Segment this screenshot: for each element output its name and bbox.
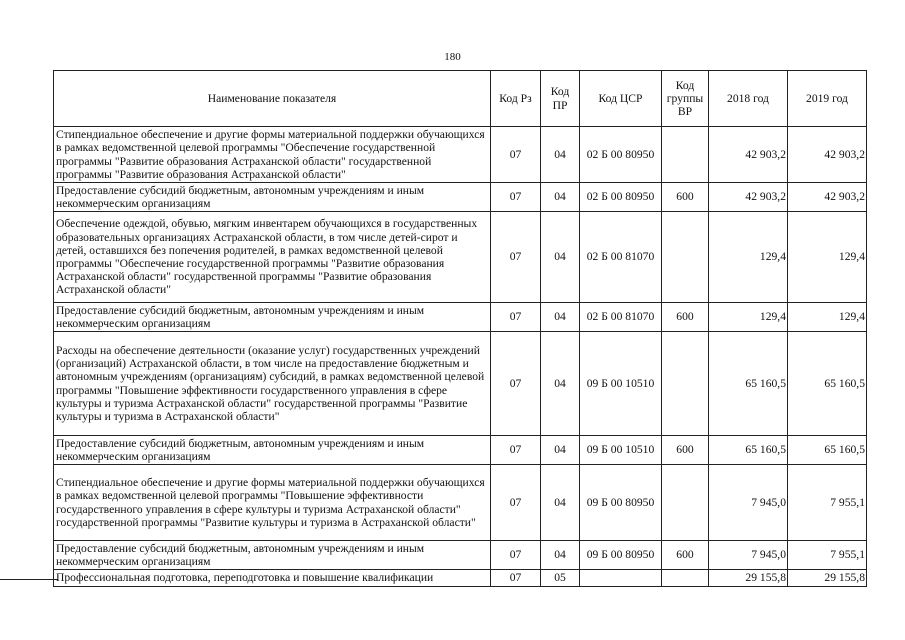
header-2019: 2019 год xyxy=(788,71,867,127)
table-row xyxy=(54,332,867,436)
row-vr: 600 xyxy=(662,541,709,570)
margin-line xyxy=(0,579,58,580)
table-header-row xyxy=(54,71,867,127)
row-vr: 600 xyxy=(662,303,709,332)
table-row xyxy=(54,570,867,587)
row-2018: 129,4 xyxy=(709,212,788,303)
table-row xyxy=(54,541,867,570)
row-pr: 04 xyxy=(541,303,580,332)
row-2018: 129,4 xyxy=(709,303,788,332)
row-rz: 07 xyxy=(491,541,541,570)
row-rz: 07 xyxy=(491,465,541,541)
row-pr: 04 xyxy=(541,212,580,303)
row-pr: 04 xyxy=(541,332,580,436)
row-csr: 02 Б 00 80950 xyxy=(580,183,662,212)
table-row xyxy=(54,303,867,332)
header-rz: Код Рз xyxy=(491,71,541,127)
header-vr: Код группы ВР xyxy=(662,71,709,127)
row-name: Предоставление субсидий бюджетным, автономным учреждениям и иным некоммерческим организациям xyxy=(54,436,491,465)
row-csr: 09 Б 00 10510 xyxy=(580,332,662,436)
row-pr: 04 xyxy=(541,541,580,570)
row-vr xyxy=(662,570,709,587)
row-2018: 42 903,2 xyxy=(709,183,788,212)
row-2018: 65 160,5 xyxy=(709,332,788,436)
table-row xyxy=(54,212,867,303)
header-2018: 2018 год xyxy=(709,71,788,127)
header-name: Наименование показателя xyxy=(54,71,491,127)
row-2019: 42 903,2 xyxy=(788,127,867,183)
row-vr xyxy=(662,127,709,183)
row-name: Профессиональная подготовка, переподготовка и повышение квалификации xyxy=(54,570,491,587)
row-csr: 02 Б 00 80950 xyxy=(580,127,662,183)
header-pr: Код ПР xyxy=(541,71,580,127)
row-2018: 7 945,0 xyxy=(709,541,788,570)
row-2019: 42 903,2 xyxy=(788,183,867,212)
row-2019: 129,4 xyxy=(788,303,867,332)
row-name: Обеспечение одеждой, обувью, мягким инвентарем обучающихся в государственных образовательных организациях Астраханской области, в том числе детей-сирот и детей, оставшихся без попечения родителей, в рамках ведомственной целевой программы "Обеспечение государственной программы "Развитие образования Астраханской области" государственной программы "Развитие образования Астраханской области" xyxy=(54,212,491,303)
row-2019: 7 955,1 xyxy=(788,541,867,570)
budget-table xyxy=(53,70,867,587)
row-name: Расходы на обеспечение деятельности (оказание услуг) государственных учреждений (организаций) Астраханской области, в том числе на предоставление бюджетным и автономным учреждениям (организациям) субсидий, в рамках ведомственной целевой программы "Повышение эффективности государственного управления в сфере культуры и туризма Астраханской области" государственной программы "Развитие культуры и туризма в Астраханской области" xyxy=(54,332,491,436)
row-2018: 42 903,2 xyxy=(709,127,788,183)
row-name: Предоставление субсидий бюджетным, автономным учреждениям и иным некоммерческим организациям xyxy=(54,541,491,570)
row-rz: 07 xyxy=(491,212,541,303)
table-row xyxy=(54,465,867,541)
row-csr xyxy=(580,570,662,587)
row-csr: 02 Б 00 81070 xyxy=(580,212,662,303)
row-rz: 07 xyxy=(491,332,541,436)
row-rz: 07 xyxy=(491,436,541,465)
row-csr: 09 Б 00 10510 xyxy=(580,436,662,465)
row-vr: 600 xyxy=(662,436,709,465)
row-2019: 7 955,1 xyxy=(788,465,867,541)
table-row xyxy=(54,127,867,183)
row-rz: 07 xyxy=(491,570,541,587)
row-pr: 04 xyxy=(541,436,580,465)
row-vr xyxy=(662,465,709,541)
row-2018: 65 160,5 xyxy=(709,436,788,465)
row-csr: 09 Б 00 80950 xyxy=(580,541,662,570)
row-2018: 7 945,0 xyxy=(709,465,788,541)
row-name: Стипендиальное обеспечение и другие формы материальной поддержки обучающихся в рамках ведомственной целевой программы "Повышение эффективности государственного управления в сфере культуры и туризма Астраханской области" государственной программы "Развитие культуры и туризма в Астраханской области" xyxy=(54,465,491,541)
row-rz: 07 xyxy=(491,303,541,332)
row-vr xyxy=(662,332,709,436)
page-number: 180 xyxy=(444,51,461,63)
row-name: Предоставление субсидий бюджетным, автономным учреждениям и иным некоммерческим организациям xyxy=(54,303,491,332)
table-row xyxy=(54,183,867,212)
row-name: Стипендиальное обеспечение и другие формы материальной поддержки обучающихся в рамках ведомственной целевой программы "Обеспечение государственной программы "Развитие образования Астраханской области" государственной программы "Развитие образования Астраханской области" xyxy=(54,127,491,183)
header-csr: Код ЦСР xyxy=(580,71,662,127)
row-csr: 09 Б 00 80950 xyxy=(580,465,662,541)
row-pr: 05 xyxy=(541,570,580,587)
row-name: Предоставление субсидий бюджетным, автономным учреждениям и иным некоммерческим организациям xyxy=(54,183,491,212)
row-rz: 07 xyxy=(491,127,541,183)
row-2019: 65 160,5 xyxy=(788,332,867,436)
row-vr xyxy=(662,212,709,303)
row-rz: 07 xyxy=(491,183,541,212)
row-csr: 02 Б 00 81070 xyxy=(580,303,662,332)
row-pr: 04 xyxy=(541,465,580,541)
row-2018: 29 155,8 xyxy=(709,570,788,587)
row-pr: 04 xyxy=(541,183,580,212)
row-vr: 600 xyxy=(662,183,709,212)
table-row xyxy=(54,436,867,465)
row-pr: 04 xyxy=(541,127,580,183)
row-2019: 65 160,5 xyxy=(788,436,867,465)
row-2019: 29 155,8 xyxy=(788,570,867,587)
row-2019: 129,4 xyxy=(788,212,867,303)
